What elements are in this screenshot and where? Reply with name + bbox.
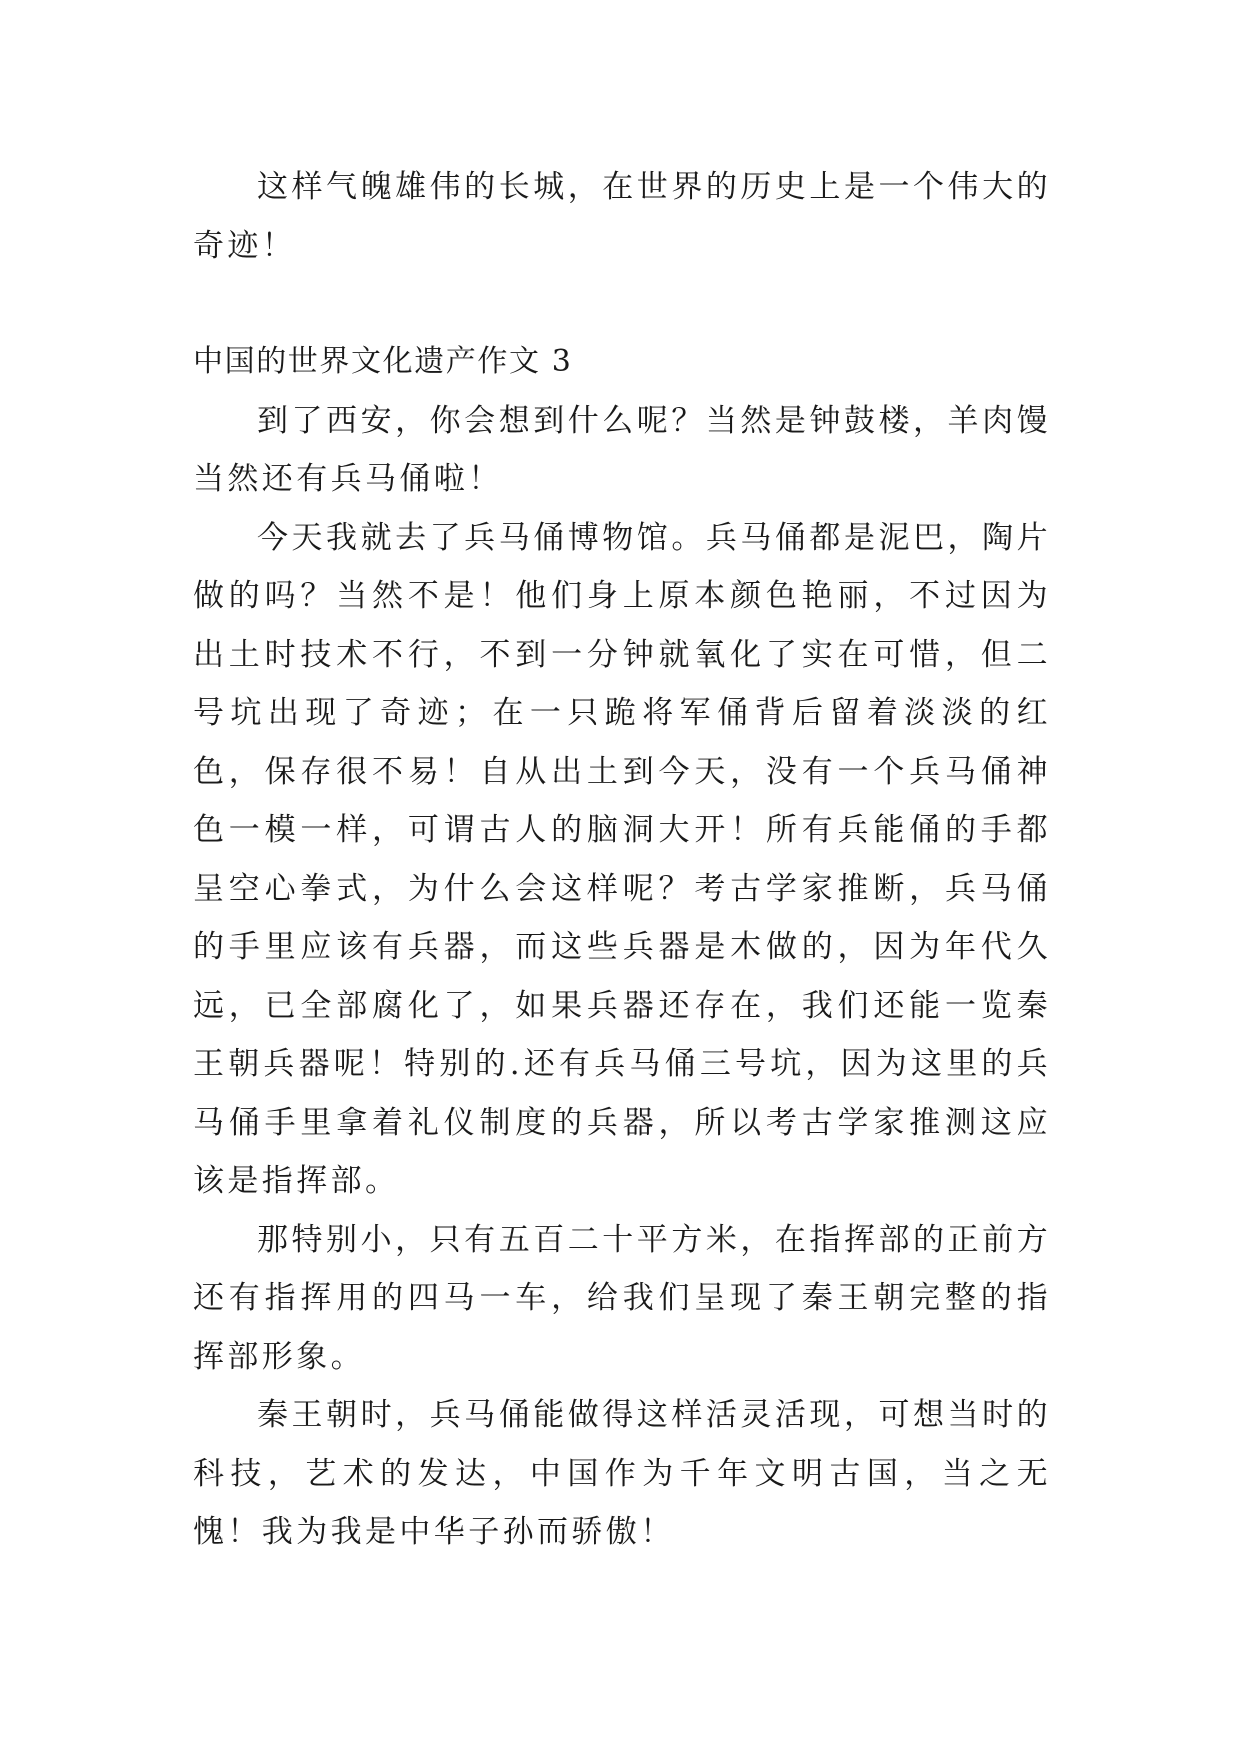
section-heading: 中国的世界文化遗产作文 3 (193, 344, 573, 379)
body-paragraph-3: 那特别小，只有五百二十平方米，在指挥部的正前方还有指挥用的四马一车，给我们呈现了秦王朝完整的指挥部形象。 (193, 1221, 1051, 1375)
body-paragraph-1: 到了西安，你会想到什么呢？当然是钟鼓楼，羊肉馒当然还有兵马俑啦！ (193, 402, 1051, 497)
document-body (193, 158, 1051, 1562)
section-spacer (193, 275, 1051, 333)
body-paragraph-4: 秦王朝时，兵马俑能做得这样活灵活现，可想当时的科技，艺术的发达，中国作为千年文明古国，当之无愧！我为我是中华子孙而骄傲！ (193, 1397, 1051, 1550)
intro-paragraph: 这样气魄雄伟的长城，在世界的历史上是一个伟大的奇迹！ (193, 169, 1051, 264)
body-paragraph-2: 今天我就去了兵马俑博物馆。兵马俑都是泥巴，陶片做的吗？当然不是！他们身上原本颜色艳丽，不过因为出土时技术不行，不到一分钟就氧化了实在可惜，但二号坑出现了奇迹；在一只跪将军俑背后留着淡淡的红色，保存很不易！自从出土到今天，没有一个兵马俑神色一模一样，可谓古人的脑洞大开！所有兵能俑的手都呈空心拳式，为什么会这样呢？考古学家推断，兵马俑的手里应该有兵器，而这些兵器是木做的，因为年代久远，已全部腐化了，如果兵器还存在，我们还能一览秦王朝兵器呢！特别的.还有兵马俑三号坑，因为这里的兵马俑手里拿着礼仪制度的兵器，所以考古学家推测这应该是指挥部。 (193, 519, 1051, 1199)
